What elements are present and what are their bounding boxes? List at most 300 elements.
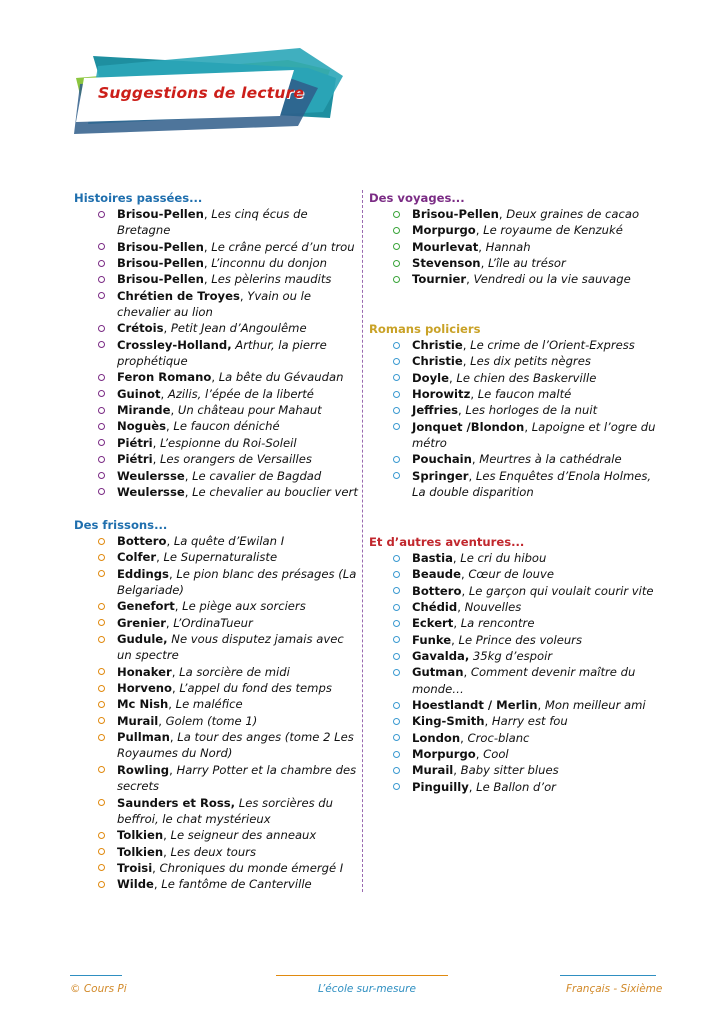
footer-rule-center — [276, 975, 448, 976]
book-item — [393, 255, 639, 271]
book-title: Azilis, l’épée de la liberté — [167, 386, 314, 401]
bullet-circle-icon — [393, 555, 400, 562]
bullet-circle-icon — [393, 653, 400, 660]
bullet-circle-icon — [393, 620, 400, 627]
book-author: Rowling — [117, 762, 170, 777]
separator: , — [524, 419, 532, 434]
book-title: Croc-blanc — [467, 730, 530, 745]
bullet-circle-icon — [393, 604, 400, 611]
book-author: King-Smith — [412, 714, 485, 729]
bullet-circle-icon — [393, 783, 400, 790]
bullet-circle-icon — [393, 374, 400, 381]
book-item — [393, 451, 659, 467]
book-item — [393, 599, 659, 615]
book-author: Murail — [117, 713, 159, 728]
book-author: Brisou-Pellen — [412, 207, 499, 221]
book-author: Chrétien de Troyes — [117, 288, 240, 303]
separator: , — [452, 551, 461, 565]
bullet-circle-icon — [98, 668, 105, 675]
separator: , — [484, 714, 492, 729]
book-author: Saunders et Ross, — [117, 795, 236, 810]
separator: , — [158, 713, 166, 728]
separator: , — [165, 615, 174, 630]
section-heading: Et d’autres aventures... — [369, 535, 525, 549]
book-author: Bottero — [117, 534, 167, 548]
book-title: Harry Potter et la chambre des secrets — [117, 762, 357, 794]
bullet-circle-icon — [393, 669, 400, 676]
book-title: Le cri du hibou — [460, 551, 547, 565]
footer-rule-left — [70, 975, 122, 976]
book-author: Funke — [412, 632, 452, 647]
bullet-circle-icon — [393, 391, 400, 398]
book-item — [98, 484, 359, 500]
book-author: Brisou-Pellen — [117, 256, 204, 271]
book-title: Vendredi ou la vie sauvage — [473, 272, 631, 287]
bullet-circle-icon — [98, 864, 105, 871]
book-author: Tolkien — [117, 844, 164, 859]
separator: , — [460, 730, 468, 745]
separator: , — [153, 877, 162, 892]
book-author: Colfer — [117, 550, 157, 565]
book-title: Les Enquêtes d’Enola Holmes, La double disparition — [412, 468, 652, 500]
separator: , — [462, 354, 471, 369]
book-title: Les deux tours — [170, 844, 256, 859]
separator: , — [203, 256, 212, 271]
bullet-circle-icon — [98, 701, 105, 708]
book-author: Morpurgo — [412, 223, 476, 238]
book-item — [393, 550, 659, 566]
bullet-circle-icon — [98, 881, 105, 888]
footer-copyright: © Cours Pi — [70, 983, 127, 995]
separator: , — [169, 762, 177, 777]
book-item — [98, 320, 359, 336]
book-item — [98, 402, 359, 418]
book-title: Ne vous disputez jamais avec un spectre — [117, 632, 344, 663]
column-divider — [362, 190, 363, 892]
book-title: Harry est fou — [491, 714, 568, 729]
bullet-circle-icon — [98, 766, 105, 773]
separator: , — [537, 698, 545, 713]
book-title: Arthur, la pierre prophétique — [117, 337, 327, 369]
bullet-circle-icon — [393, 734, 400, 741]
book-title: Le faucon malté — [477, 387, 572, 402]
bullet-circle-icon — [98, 407, 105, 414]
book-title: Le crime de l’Orient-Express — [470, 338, 635, 352]
footer-rule-right — [560, 975, 656, 976]
book-title: Comment devenir maître du monde… — [412, 665, 636, 696]
book-item — [98, 533, 359, 549]
separator: , — [448, 370, 457, 385]
separator: , — [463, 665, 471, 680]
separator: , — [163, 828, 171, 843]
book-author: Murail — [412, 763, 454, 778]
section-heading: Histoires passées... — [74, 191, 203, 205]
bullet-circle-icon — [393, 636, 400, 643]
book-author: Bastia — [412, 551, 453, 565]
book-item — [98, 451, 359, 467]
book-item — [393, 337, 659, 353]
book-title: L’inconnu du donjon — [211, 256, 327, 271]
separator: , — [170, 403, 178, 418]
book-author: Doyle — [412, 370, 449, 385]
book-author: Tournier — [412, 272, 467, 287]
separator: , — [152, 435, 160, 450]
book-title: Le seigneur des anneaux — [170, 828, 317, 843]
separator: , — [166, 419, 174, 434]
separator: , — [171, 664, 180, 679]
book-author: Horveno — [117, 681, 173, 696]
book-author: Chédid — [412, 600, 458, 615]
book-title: Golem (tome 1) — [165, 713, 258, 728]
book-author: Crétois — [117, 321, 164, 336]
book-title: La quête d’Ewilan I — [173, 534, 285, 548]
separator: , — [498, 207, 507, 221]
book-item — [98, 566, 359, 599]
book-item — [98, 271, 359, 287]
book-author: Morpurgo — [412, 747, 476, 762]
footer-course: Français - Sixième — [566, 983, 663, 995]
book-author: Piétri — [117, 452, 153, 467]
separator: , — [466, 272, 474, 287]
bullet-circle-icon — [98, 848, 105, 855]
bullet-circle-icon — [393, 472, 400, 479]
book-title: Le chevalier au bouclier vert — [192, 484, 358, 499]
bullet-circle-icon — [393, 227, 400, 234]
section-histoires-passees — [74, 190, 359, 500]
book-author: Pullman — [117, 730, 170, 745]
separator: , — [468, 779, 477, 794]
book-author: Weulersse — [117, 468, 185, 483]
book-item — [393, 353, 659, 369]
book-author: London — [412, 730, 461, 745]
bullet-circle-icon — [98, 832, 105, 839]
section-heading: Romans policiers — [369, 322, 481, 336]
book-list — [369, 206, 639, 288]
book-author: Hoestlandt / Merlin — [412, 698, 538, 713]
book-author: Crossley-Holland, — [117, 337, 232, 352]
bullet-circle-icon — [98, 260, 105, 267]
book-title: Nouvelles — [464, 600, 522, 615]
book-list — [74, 533, 359, 893]
separator: , — [152, 860, 160, 875]
book-title: Les pèlerins maudits — [211, 272, 332, 287]
book-title: L’île au trésor — [487, 256, 566, 271]
bullet-circle-icon — [98, 685, 105, 692]
book-author: Genefort — [117, 599, 175, 614]
book-item — [98, 418, 359, 434]
book-item — [98, 615, 359, 631]
bullet-circle-icon — [393, 211, 400, 218]
book-item — [393, 222, 639, 238]
book-author: Stevenson — [412, 256, 481, 271]
book-author: Mc Nish — [117, 697, 169, 712]
book-item — [393, 386, 659, 402]
book-item — [393, 239, 639, 255]
separator: , — [203, 239, 212, 254]
book-title: La rencontre — [460, 616, 535, 631]
book-item — [98, 762, 359, 795]
bullet-circle-icon — [393, 342, 400, 349]
book-item — [393, 697, 659, 713]
book-title: Lapoigne et l’ogre du métro — [412, 419, 656, 451]
separator: , — [458, 403, 466, 418]
book-author: Guinot — [117, 386, 161, 401]
separator: , — [174, 599, 183, 614]
book-title: Baby sitter blues — [460, 763, 559, 778]
bullet-circle-icon — [98, 570, 105, 577]
book-title: Le royaume de Kenzuké — [483, 223, 623, 238]
bullet-circle-icon — [393, 260, 400, 267]
section-heading: Des frissons... — [74, 518, 168, 532]
book-author: Feron Romano — [117, 370, 212, 385]
bullet-circle-icon — [98, 276, 105, 283]
bullet-circle-icon — [98, 488, 105, 495]
separator: , — [184, 484, 193, 499]
book-list — [369, 550, 659, 795]
section-des-frissons — [74, 517, 359, 893]
separator: , — [470, 387, 478, 402]
book-author: Mourlevat — [412, 239, 479, 254]
book-title: Yvain ou le chevalier au lion — [117, 288, 312, 320]
book-item — [393, 746, 659, 762]
book-item — [393, 468, 659, 501]
bullet-circle-icon — [98, 538, 105, 545]
separator: , — [203, 207, 212, 221]
book-title: Les cinq écus de Bretagne — [117, 207, 308, 238]
bullet-circle-icon — [393, 718, 400, 725]
book-title: Cool — [483, 747, 509, 762]
book-author: Brisou-Pellen — [117, 272, 204, 287]
book-item — [98, 713, 359, 729]
bullet-circle-icon — [98, 717, 105, 724]
book-item — [393, 566, 659, 582]
book-title: Le Prince des voleurs — [458, 632, 582, 647]
separator: , — [468, 468, 476, 483]
separator: , — [160, 386, 168, 401]
book-list — [74, 206, 359, 500]
book-title: La tour des anges (tome 2 Les Royaumes du Nord) — [117, 730, 354, 761]
separator: , — [462, 338, 471, 352]
book-item — [98, 827, 359, 843]
separator: , — [156, 550, 164, 565]
bullet-circle-icon — [98, 439, 105, 446]
book-title: L’OrdinaTueur — [173, 615, 253, 630]
separator: , — [169, 730, 178, 745]
book-item — [98, 435, 359, 451]
book-item — [393, 583, 659, 599]
book-item — [98, 795, 359, 828]
book-title: Le faucon déniché — [173, 419, 280, 434]
book-item — [393, 632, 659, 648]
book-title: Le garçon qui voulait courir vite — [468, 583, 654, 598]
bullet-circle-icon — [98, 292, 105, 299]
bullet-circle-icon — [393, 702, 400, 709]
book-title: Le maléfice — [175, 697, 243, 712]
book-item — [98, 369, 359, 385]
book-item — [393, 615, 659, 631]
bullet-circle-icon — [393, 571, 400, 578]
book-item — [393, 664, 659, 697]
bullet-circle-icon — [98, 603, 105, 610]
book-item — [393, 730, 659, 746]
bullet-circle-icon — [98, 619, 105, 626]
separator: , — [168, 566, 177, 581]
bullet-circle-icon — [98, 374, 105, 381]
book-title: L’appel du fond des temps — [179, 681, 332, 696]
book-title: La bête du Gévaudan — [218, 370, 344, 385]
book-author: Christie — [412, 354, 463, 369]
book-author: Jeffries — [412, 403, 459, 418]
book-author: Gutman — [412, 665, 464, 680]
section-heading: Des voyages... — [369, 191, 465, 205]
book-item — [98, 468, 359, 484]
bullet-circle-icon — [98, 799, 105, 806]
book-title: Deux graines de cacao — [506, 207, 640, 221]
bullet-circle-icon — [98, 341, 105, 348]
separator: , — [168, 697, 176, 712]
book-item — [98, 288, 359, 321]
book-item — [98, 598, 359, 614]
separator: , — [471, 452, 480, 467]
separator: , — [163, 844, 171, 859]
book-title: Un château pour Mahaut — [177, 403, 322, 418]
separator: , — [211, 370, 219, 385]
bullet-circle-icon — [393, 423, 400, 430]
book-author: Troisi — [117, 860, 153, 875]
book-title: La sorcière de midi — [179, 664, 290, 679]
book-item — [98, 386, 359, 402]
book-title: Le Ballon d’or — [476, 779, 556, 794]
book-author: Weulersse — [117, 484, 185, 499]
book-list — [369, 337, 659, 500]
book-item — [393, 419, 659, 452]
book-item — [98, 664, 359, 680]
book-author: Gudule, — [117, 632, 168, 647]
book-item — [393, 762, 659, 778]
book-author: Wilde — [117, 877, 154, 892]
book-title: Le pion blanc des présages (La Belgariade) — [117, 566, 357, 598]
bullet-circle-icon — [98, 325, 105, 332]
bullet-circle-icon — [393, 243, 400, 250]
book-title: Le crâne percé d’un trou — [211, 239, 355, 254]
section-romans-policiers — [369, 321, 659, 500]
book-item — [98, 255, 359, 271]
book-title: Le fantôme de Canterville — [161, 877, 312, 892]
bullet-circle-icon — [98, 636, 105, 643]
book-title: Meurtres à la cathédrale — [479, 452, 622, 467]
bullet-circle-icon — [98, 423, 105, 430]
book-author: Beaude — [412, 567, 461, 582]
book-author: Springer — [412, 468, 469, 483]
book-author: Eckert — [412, 616, 454, 631]
bullet-circle-icon — [98, 554, 105, 561]
book-item — [98, 549, 359, 565]
section-des-voyages — [369, 190, 639, 288]
book-author: Tolkien — [117, 828, 164, 843]
book-item — [393, 271, 639, 287]
book-item — [98, 876, 359, 892]
bullet-circle-icon — [393, 767, 400, 774]
bullet-circle-icon — [98, 472, 105, 479]
book-item — [393, 713, 659, 729]
bullet-circle-icon — [98, 390, 105, 397]
separator: , — [184, 468, 193, 483]
separator: , — [453, 616, 461, 631]
book-item — [98, 631, 359, 664]
book-item — [98, 206, 359, 239]
book-item — [393, 206, 639, 222]
book-title: Le chien des Baskerville — [456, 370, 597, 385]
book-item — [98, 844, 359, 860]
bullet-circle-icon — [98, 243, 105, 250]
separator: , — [172, 681, 180, 696]
book-author: Pouchain — [412, 452, 472, 467]
book-title: L’espionne du Roi-Soleil — [159, 435, 297, 450]
separator: , — [480, 256, 488, 271]
bullet-circle-icon — [393, 751, 400, 758]
book-item — [98, 680, 359, 696]
book-item — [393, 370, 659, 386]
book-title: Les orangers de Versailles — [159, 452, 312, 467]
separator: , — [451, 632, 459, 647]
book-item — [98, 239, 359, 255]
section-autres-aventures — [369, 534, 659, 795]
book-author: Eddings — [117, 566, 169, 581]
book-author: Christie — [412, 338, 463, 352]
book-title: Cœur de louve — [468, 567, 554, 582]
book-author: Horowitz — [412, 387, 471, 402]
separator: , — [475, 223, 484, 238]
separator: , — [152, 452, 160, 467]
bullet-circle-icon — [98, 734, 105, 741]
book-author: Noguès — [117, 419, 166, 434]
book-title: Les horloges de la nuit — [465, 403, 598, 418]
book-item — [393, 779, 659, 795]
bullet-circle-icon — [98, 456, 105, 463]
book-author: Bottero — [412, 583, 462, 598]
book-title: Hannah — [485, 239, 531, 254]
book-title: Petit Jean d’Angoulême — [170, 321, 307, 336]
separator: , — [475, 747, 484, 762]
separator: , — [163, 321, 171, 336]
book-author: Brisou-Pellen — [117, 239, 204, 254]
page-title: Suggestions de lecture — [98, 84, 305, 102]
bullet-circle-icon — [393, 276, 400, 283]
book-title: Le cavalier de Bagdad — [192, 468, 322, 483]
separator: , — [460, 567, 469, 582]
separator: , — [453, 763, 461, 778]
book-item — [98, 860, 359, 876]
book-author: Gavalda, — [412, 649, 470, 664]
book-item — [98, 337, 359, 370]
footer-tagline: L’école sur-mesure — [318, 983, 416, 995]
bullet-circle-icon — [98, 211, 105, 218]
book-author: Brisou-Pellen — [117, 207, 204, 221]
book-title: Chroniques du monde émergé I — [159, 860, 344, 875]
bullet-circle-icon — [393, 358, 400, 365]
book-author: Jonquet /Blondon — [412, 419, 525, 434]
book-title: Les sorcières du beffroi, le chat mystérieux — [117, 795, 334, 826]
bullet-circle-icon — [393, 456, 400, 463]
separator: , — [166, 534, 174, 548]
book-author: Grenier — [117, 615, 166, 630]
book-title: 35kg d’espoir — [472, 649, 553, 664]
book-title: Mon meilleur ami — [544, 698, 646, 713]
bullet-circle-icon — [393, 587, 400, 594]
bullet-circle-icon — [393, 407, 400, 414]
book-author: Honaker — [117, 664, 172, 679]
book-author: Piétri — [117, 435, 153, 450]
